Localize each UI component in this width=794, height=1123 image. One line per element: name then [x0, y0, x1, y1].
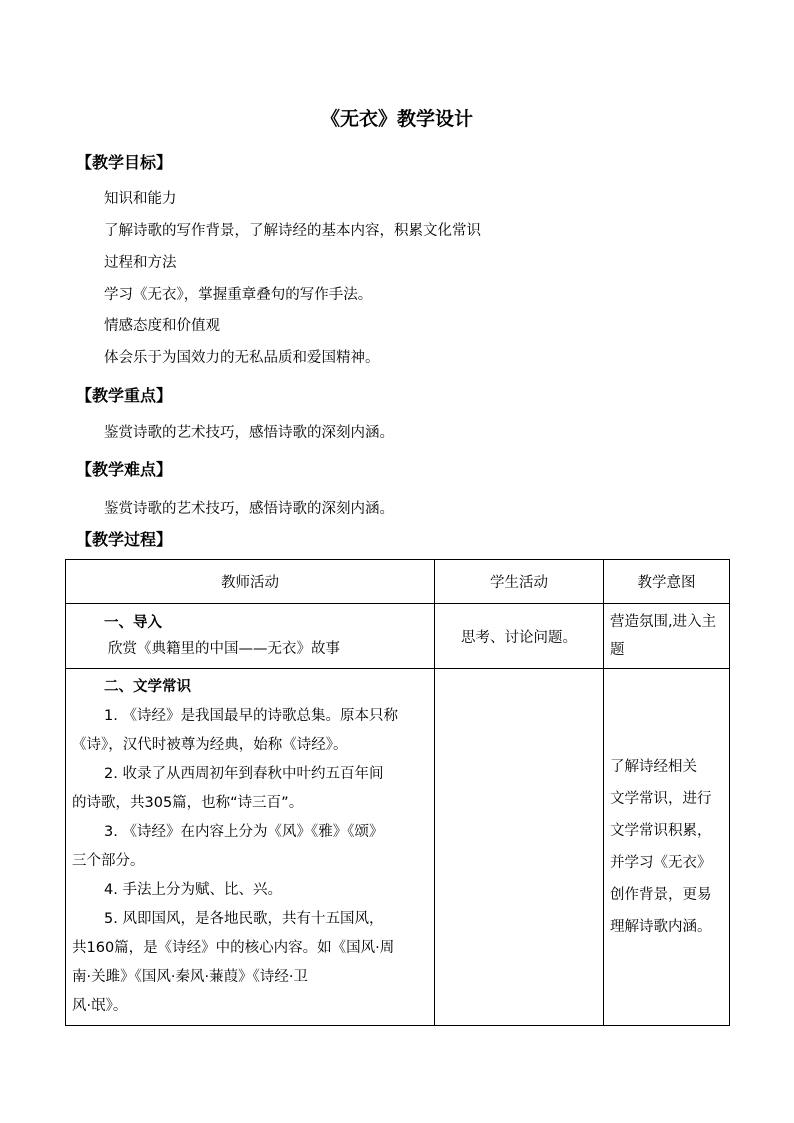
column-header-intent: 教学意图: [604, 560, 730, 604]
key-points-text: 鉴赏诗歌的艺术技巧，感悟诗歌的深刻内涵。: [104, 425, 394, 441]
objective-line: 过程和方法: [104, 255, 177, 271]
teacher-line: 共160篇，是《诗经》中的核心内容。如《国风·周: [72, 940, 395, 956]
teacher-line: 2. 收录了从西周初年到春秋中叶约五百年间: [104, 766, 384, 782]
student-activity-cell: [435, 604, 604, 669]
process-table: [65, 559, 730, 1026]
teacher-line: 南·关雎》《国风·秦风·蒹葭》《诗经·卫: [72, 969, 308, 985]
intent-line: 文学常识，进行: [610, 791, 712, 807]
process-heading: 【教学过程】: [76, 530, 173, 549]
teacher-line: 3. 《诗经》在内容上分为《风》《雅》《颂》: [104, 824, 384, 840]
intent-line: 文学常识积累，: [610, 823, 712, 839]
teacher-line: 三个部分。: [72, 853, 145, 869]
student-activity-cell: [435, 669, 604, 1026]
table-header-row: [66, 560, 730, 604]
objective-line: 知识和能力: [104, 191, 177, 207]
student-activity-text: 思考、讨论问题。: [461, 629, 577, 646]
intent-line: 理解诗歌内涵。: [610, 919, 712, 935]
table-row: [66, 604, 730, 669]
page-title: 《无衣》教学设计: [320, 108, 473, 130]
teacher-activity-cell: [66, 604, 435, 669]
section-title: 一、导入: [104, 615, 162, 631]
teacher-line: 的诗歌，共305篇，也称“诗三百”。: [72, 795, 304, 811]
intent-line: 题: [610, 642, 625, 658]
intent-line: 营造氛围,进入主: [610, 614, 717, 630]
objective-line: 了解诗歌的写作背景，了解诗经的基本内容，积累文化常识: [104, 223, 481, 239]
section-title: 二、文学常识: [104, 679, 191, 695]
teacher-line: 欣赏《典籍里的中国——无衣》故事: [108, 641, 340, 657]
intent-line: 并学习《无衣》: [610, 855, 712, 871]
teacher-line: 《诗》，汉代时被尊为经典，始称《诗经》。: [72, 737, 348, 753]
objectives-heading: 【教学目标】: [76, 153, 173, 172]
intent-line: 了解诗经相关: [610, 759, 697, 775]
intent-line: 创作背景，更易: [610, 887, 712, 903]
intent-cell: [604, 604, 730, 669]
difficulties-heading: 【教学难点】: [76, 460, 173, 479]
objective-line: 体会乐于为国效力的无私品质和爱国精神。: [104, 350, 380, 366]
column-header-teacher: 教师活动: [66, 560, 435, 604]
column-header-student: 学生活动: [435, 560, 604, 604]
teacher-line: 4. 手法上分为赋、比、兴。: [104, 882, 282, 898]
difficulties-text: 鉴赏诗歌的艺术技巧，感悟诗歌的深刻内涵。: [104, 501, 394, 517]
teacher-line: 风·氓》。: [72, 998, 128, 1014]
key-points-heading: 【教学重点】: [76, 386, 173, 405]
table-row: [66, 669, 730, 1026]
intent-cell: [604, 669, 730, 1026]
teacher-line: 5. 风即国风，是各地民歌，共有十五国风，: [104, 911, 384, 927]
teacher-activity-cell: [66, 669, 435, 1026]
teacher-line: 1. 《诗经》是我国最早的诗歌总集。原本只称: [104, 708, 398, 724]
objective-line: 情感态度和价值观: [104, 318, 220, 334]
objective-line: 学习《无衣》，掌握重章叠句的写作手法。: [104, 287, 373, 303]
